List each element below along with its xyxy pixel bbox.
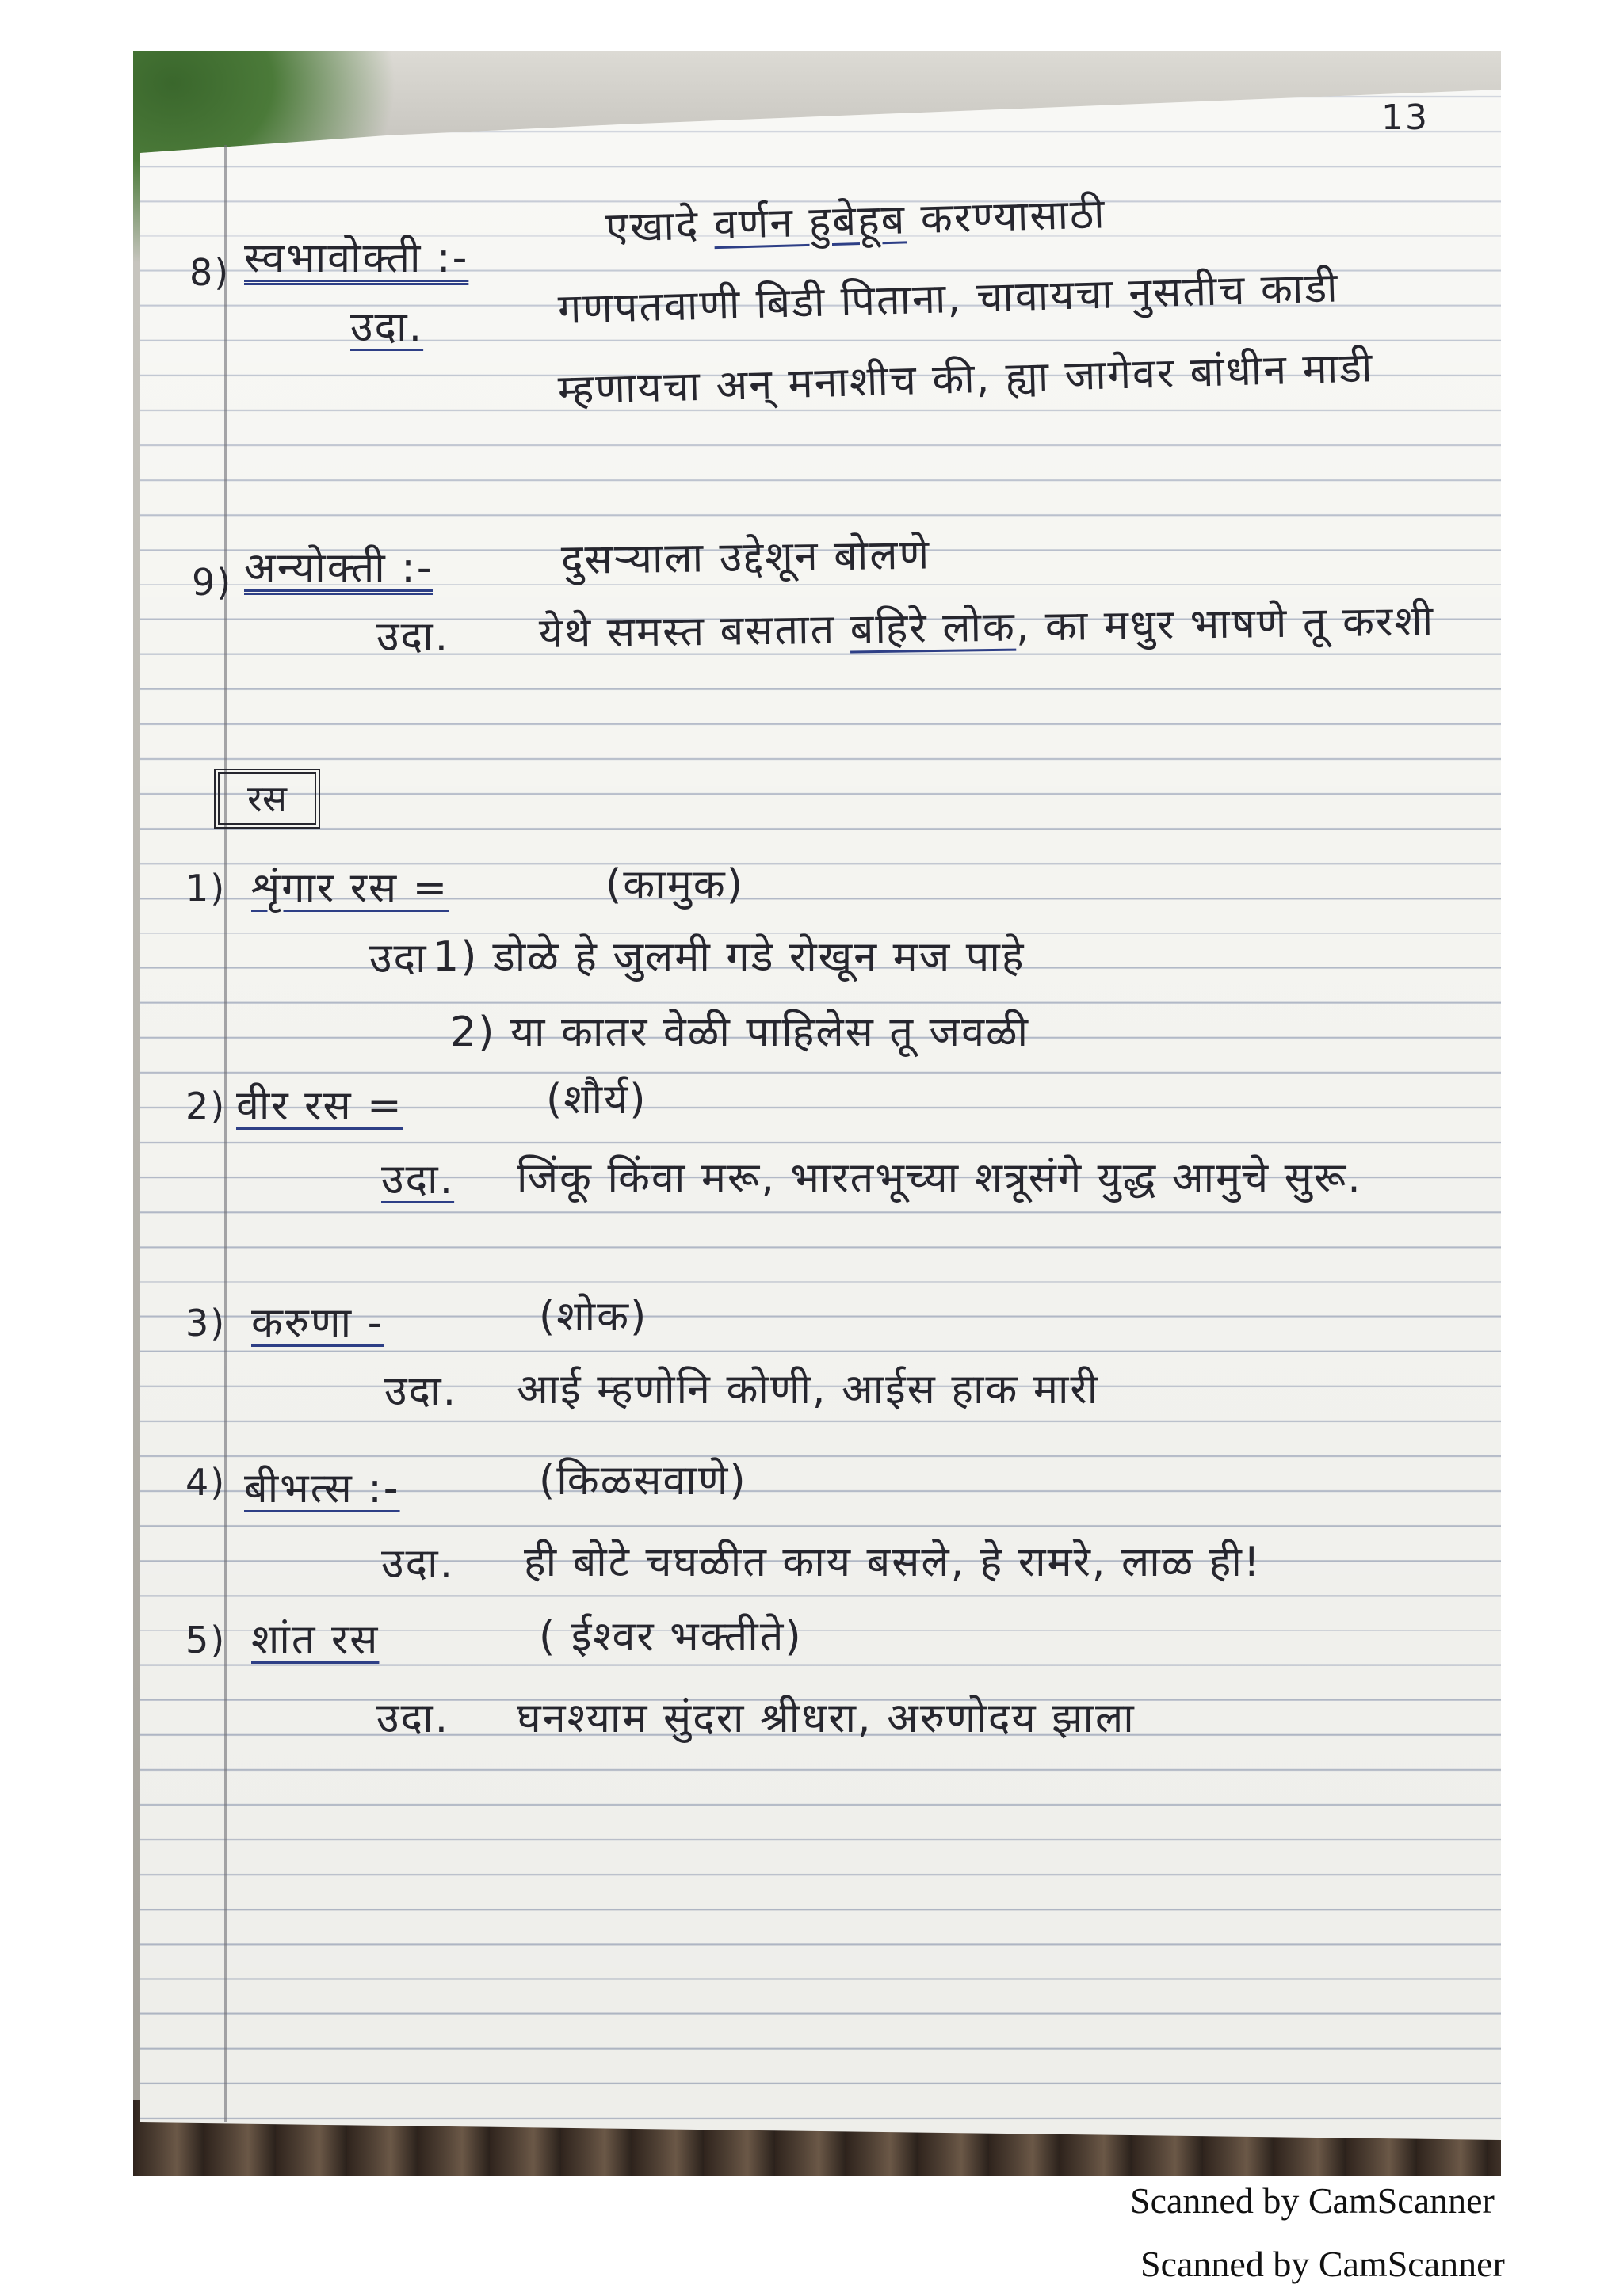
rasa-meaning: (शोक) — [539, 1293, 648, 1341]
definition-text: एखादे — [605, 201, 715, 252]
rasa-meaning: (शौर्य) — [546, 1076, 647, 1123]
definition-text: करण्यासाठी — [905, 190, 1107, 244]
example-label: उदा. — [381, 1540, 455, 1588]
example-label: उदा — [369, 935, 428, 982]
example-line: गणपतवाणी बिडी पिताना, चावायचा नुसतीच काडी — [557, 264, 1340, 334]
rasa-meaning: (किळसवाणे) — [539, 1457, 747, 1505]
rasa-number: 4) — [185, 1461, 227, 1504]
example-label: उदा. — [384, 1367, 458, 1415]
example-line: 2) या कातर वेळी पाहिलेस तू जवळी — [450, 1009, 1030, 1056]
term-anyokti: अन्योक्ती :- — [244, 544, 433, 592]
example-line: म्हणायचा अन् मनाशीच की, ह्या जागेवर बांधीन माडी — [557, 344, 1375, 414]
example-text: येथे समस्त बसतात — [538, 605, 851, 658]
example-line: 1) डोळे हे जुलमी गडे रोखून मज पाहे — [433, 933, 1025, 981]
scanned-photo — [133, 51, 1501, 2176]
example-label: उदा. — [376, 1695, 450, 1742]
definition-anyokti: दुसऱ्याला उद्देशून बोलणे — [560, 531, 931, 584]
margin-line — [224, 145, 227, 2122]
rasa-number: 3) — [185, 1302, 227, 1344]
rasa-name: वीर रस = — [236, 1082, 403, 1130]
example-line: जिंकू किंवा मरू, भारतभूच्या शत्रूसंगे युद्ध आमुचे सुरू. — [517, 1154, 1362, 1202]
rasa-heading-box — [214, 769, 320, 829]
example-label: उदा. — [350, 303, 424, 351]
rasa-meaning: (कामुक) — [605, 861, 745, 909]
definition-underlined-text: वर्णन हुबेहूब — [713, 196, 907, 250]
example-line: ही बोटे चघळीत काय बसले, हे रामरे, लाळ ही! — [524, 1539, 1262, 1586]
example-label: उदा. — [381, 1156, 455, 1203]
item-number: 8) — [189, 251, 231, 294]
rasa-number: 2) — [185, 1085, 227, 1127]
rasa-name: शृंगार रस = — [251, 864, 449, 912]
rasa-name: शांत रस — [251, 1616, 380, 1664]
rasa-heading: रस — [247, 777, 287, 820]
item-number: 9) — [192, 561, 233, 604]
example-line: घनश्याम सुंदरा श्रीधरा, अरुणोदय झाला — [517, 1695, 1136, 1742]
rasa-number: 1) — [185, 867, 227, 910]
camscanner-watermark: Scanned by CamScanner — [1140, 2244, 1505, 2284]
rasa-name: करुणा - — [251, 1299, 384, 1347]
camscanner-watermark: Scanned by CamScanner — [1130, 2180, 1495, 2221]
rasa-number: 5) — [185, 1619, 227, 1661]
page-number: 13 — [1381, 97, 1429, 138]
example-label: उदा. — [376, 613, 450, 661]
rasa-name: बीभत्स :- — [244, 1465, 400, 1512]
rasa-meaning: ( ईश्वर भक्तीते) — [539, 1613, 803, 1661]
term-swabhavokti: स्वभावोक्ती :- — [244, 235, 469, 282]
example-line: आई म्हणोनि कोणी, आईस हाक मारी — [517, 1366, 1100, 1413]
example-text: , का मधुर भाषणे तू करशी — [1015, 597, 1435, 651]
example-underlined-text: बहिरे लोक — [850, 603, 1017, 654]
